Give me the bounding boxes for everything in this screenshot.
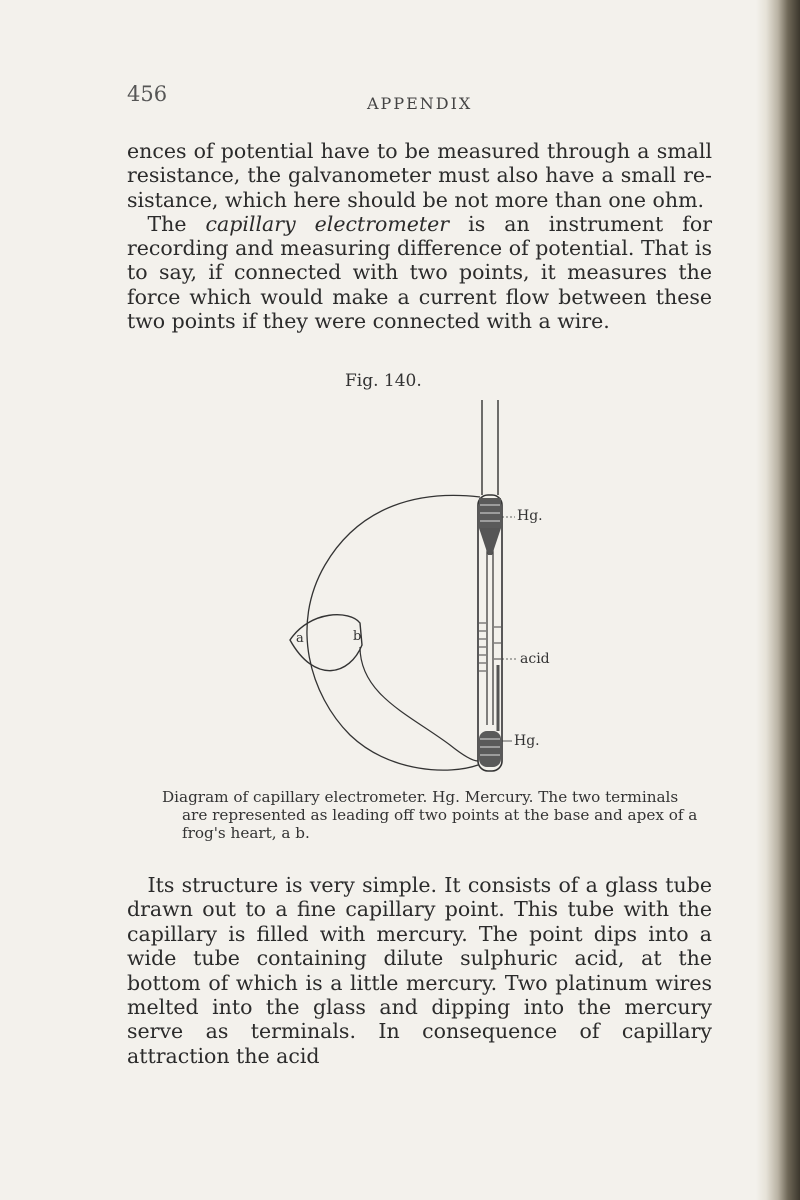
mercury-bottom [479, 665, 501, 767]
paragraph-lead: The [147, 211, 206, 236]
capillary-electrometer-diagram [270, 395, 590, 785]
running-head: APPENDIX [367, 94, 473, 113]
paragraph-rest: is an instrument for recording and measuring difference of potential. That is to say, if connected with two points, it measures the force which would make a current flow between these two points if they were connected with a wire. [127, 211, 712, 334]
label-b: b [353, 629, 362, 644]
figure-caption: Diagram of capillary electrometer. Hg. Mercury. The two terminals are represented as leading off two points at the base and apex of a frog's heart, a b. [162, 788, 698, 842]
paragraph-continuation: ences of potential have to be measured through a small resistance, the galvanometer must also have a small re-sistance, which here should be not more than one ohm. [127, 139, 712, 212]
acid-scale [479, 623, 501, 671]
label-acid: acid [520, 651, 550, 667]
mercury-top [479, 498, 501, 555]
italic-term: capillary electrometer [205, 211, 450, 236]
figure-label: Fig. 140. [345, 371, 422, 391]
terminal-wire-outer [307, 495, 480, 770]
page-edge-shadow [756, 0, 800, 1200]
page-number: 456 [127, 82, 168, 106]
label-a: a [296, 631, 304, 646]
page-header [127, 82, 707, 122]
body-text-top [127, 139, 712, 333]
paragraph-structure: Its structure is very simple. It consists of a glass tube drawn out to a fine capillary point. This tube with the capillary is filled with mercury. The point dips into a wide tube containing dilute sulphuric acid, at the bottom of which is a little mercury. Two platinum wires melted into the glass and dipping into the mercury serve as terminals. In consequence of capillary attraction the acid [127, 873, 712, 1068]
terminal-wire-b [360, 647, 478, 761]
paragraph-capillary-electrometer [127, 212, 712, 333]
label-hg-bottom: Hg. [514, 733, 540, 749]
label-hg-top: Hg. [517, 508, 543, 524]
